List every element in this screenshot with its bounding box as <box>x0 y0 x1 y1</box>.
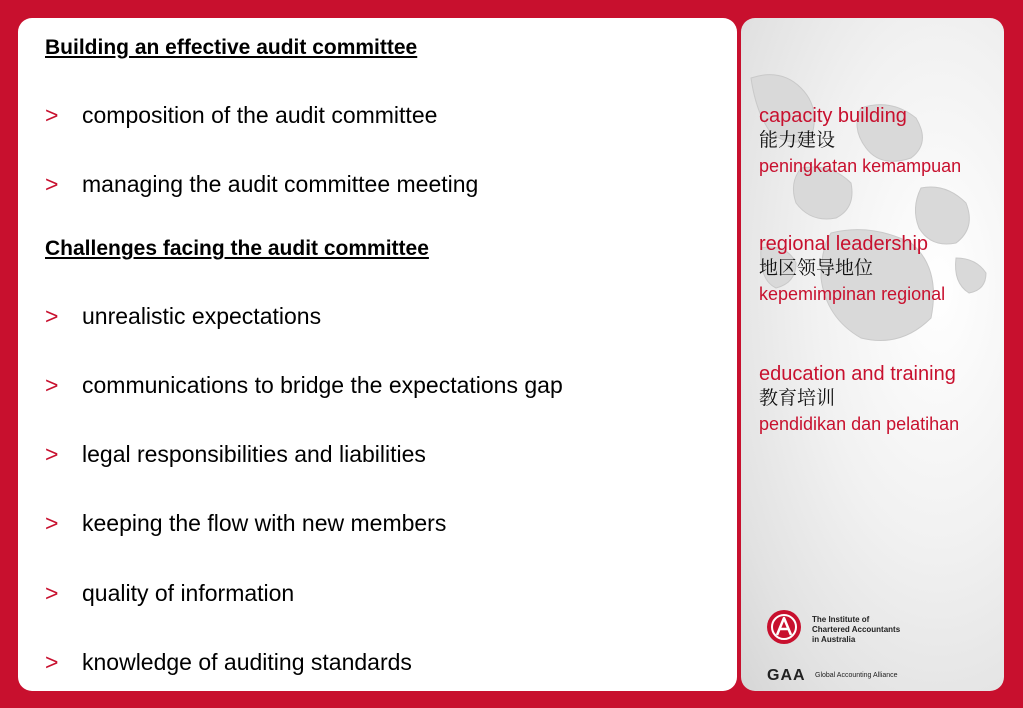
side-panel <box>741 18 1004 691</box>
bullet-marker: > <box>45 441 59 467</box>
bullet-text: communications to bridge the expectations gap <box>82 372 563 398</box>
bullet-marker: > <box>45 303 59 329</box>
bullet-marker: > <box>45 649 59 675</box>
bullet-text: knowledge of auditing standards <box>82 649 412 675</box>
bullet-text: managing the audit committee meeting <box>82 171 479 197</box>
bullet-marker: > <box>45 171 59 197</box>
bullet-item <box>45 171 478 198</box>
ica-logo-icon <box>766 609 802 645</box>
tag-chinese: 教育培训 <box>759 388 836 409</box>
section-heading-building: Building an effective audit committee <box>45 36 418 59</box>
bullet-item <box>45 649 412 676</box>
tag-english: regional leadership <box>759 233 929 255</box>
tag-english: capacity building <box>759 105 907 127</box>
bullet-text: quality of information <box>82 580 295 606</box>
bullet-text: unrealistic expectations <box>82 303 322 329</box>
gaa-name: Global Accounting Alliance <box>815 672 898 679</box>
bullet-marker: > <box>45 372 59 398</box>
tag-indonesian: peningkatan kemampuan <box>759 156 962 176</box>
bullet-item <box>45 510 446 537</box>
tag-group-capacity <box>759 104 961 178</box>
bullet-marker: > <box>45 510 59 536</box>
tag-english: education and training <box>759 363 956 385</box>
institute-line: Chartered Accountants <box>812 625 901 634</box>
bullet-item <box>45 372 563 399</box>
institute-line: in Australia <box>812 635 856 644</box>
bullet-item <box>45 303 321 330</box>
bullet-marker: > <box>45 580 59 606</box>
bullet-text: legal responsibilities and liabilities <box>82 441 426 467</box>
bullet-marker: > <box>45 102 59 128</box>
bullet-text: composition of the audit committee <box>82 102 438 128</box>
bullet-item <box>45 441 426 468</box>
institute-name <box>812 615 900 645</box>
tag-group-education <box>759 362 959 436</box>
tag-indonesian: pendidikan dan pelatihan <box>759 414 960 434</box>
tag-chinese: 地区领导地位 <box>759 258 874 279</box>
institute-line: The Institute of <box>812 615 870 624</box>
bullet-item <box>45 580 294 607</box>
section-heading-challenges: Challenges facing the audit committee <box>45 237 429 260</box>
gaa-logo: GAA <box>767 667 806 684</box>
tag-group-leadership <box>759 232 945 306</box>
bullet-text: keeping the flow with new members <box>82 510 447 536</box>
bullet-item <box>45 102 437 129</box>
tag-chinese: 能力建设 <box>759 130 836 151</box>
tag-indonesian: kepemimpinan regional <box>759 284 946 304</box>
